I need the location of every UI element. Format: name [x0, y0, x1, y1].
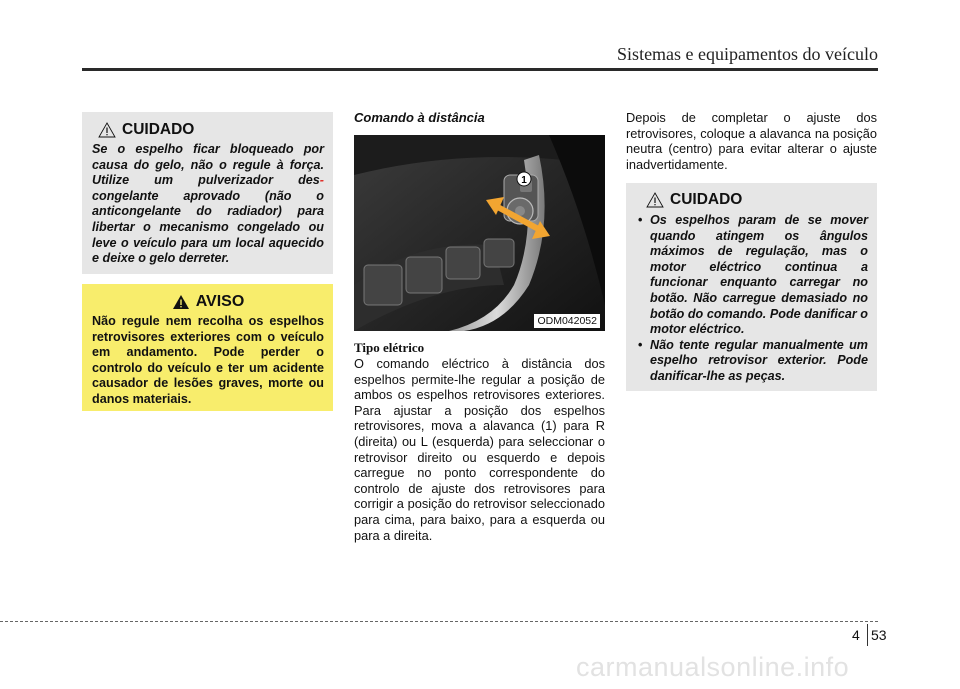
callout-number: 1	[521, 175, 527, 186]
warning-filled-icon	[172, 294, 190, 310]
watermark: carmanualsonline.info	[576, 652, 850, 682]
mirror-control-photo	[354, 135, 605, 331]
image-code: ODM042052	[534, 314, 600, 328]
caution-box-right	[626, 183, 877, 391]
aviso-body: Não regule nem recolha os espelhos retrovisores exteriores com o veículo em andamento. Pode perder o controlo do veículo e ter um acidente causador de lesões graves, morte ou danos materiais.	[92, 314, 324, 406]
page-number: 53	[871, 627, 887, 643]
door-panel-image	[354, 135, 605, 331]
chapter-number: 4	[852, 627, 860, 643]
warning-triangle-icon	[646, 192, 664, 208]
caution-body: Se o espelho ficar bloqueado por causa do gelo, não o regule à força. Utilize um pulverizador des- congelante aprovado (não o anticongelante do radiador) para libertar o mecanismo congelado ou leve o veículo para um local aquecido e deixe o gelo derreter.	[92, 142, 324, 266]
section-heading: Comando à distância	[354, 110, 485, 125]
caution-title: CUIDADO	[646, 191, 868, 209]
list-item: • Não tente regular manualmente um espelho retrovisor exterior. Pode danificar-lhe as peças.	[636, 338, 868, 385]
list-item: • Os espelhos param de se mover quando atingem os ângulos máximos de regulação, mas o motor eléctrico continua a funcionar enquanto carregar no botão. Não carregue demasiado no botão do comando. Pode danificar o motor eléctrico.	[636, 213, 868, 338]
subheading: Tipo elétrico	[354, 340, 425, 355]
page-header-title: Sistemas e equipamentos do veículo	[617, 44, 878, 64]
caution-bullet-list	[636, 213, 868, 385]
warning-triangle-icon	[98, 122, 116, 138]
right-column-body: Depois de completar o ajuste dos retrovisores, coloque a alavanca na posição neutra (centro) para evitar alterar o ajuste inadvertidamente.	[626, 110, 877, 172]
hyphen-mark: -	[319, 173, 324, 188]
aviso-box	[82, 284, 333, 411]
page-divider	[867, 624, 868, 646]
header-rule	[82, 68, 878, 71]
footer-rule	[0, 621, 878, 622]
aviso-title: AVISO	[92, 293, 324, 311]
caution-title: CUIDADO	[98, 121, 324, 139]
section-body: O comando eléctrico à distância dos espelhos permite-lhe regular a posição de ambos os espelhos retrovisores exteriores. Para ajustar a posição dos espelhos retrovisores, mova a alavanca (1) para R (direita) ou L (esquerda) para seleccionar o retrovisor direito ou esquerdo e depois carregue no ponto correspondente do controlo de ajuste dos retrovisores para corrigir a posição do retrovisor seleccionado para cima, para baixo, para a esquerda ou para a direita.	[354, 356, 605, 543]
caution-box-left	[82, 112, 333, 274]
